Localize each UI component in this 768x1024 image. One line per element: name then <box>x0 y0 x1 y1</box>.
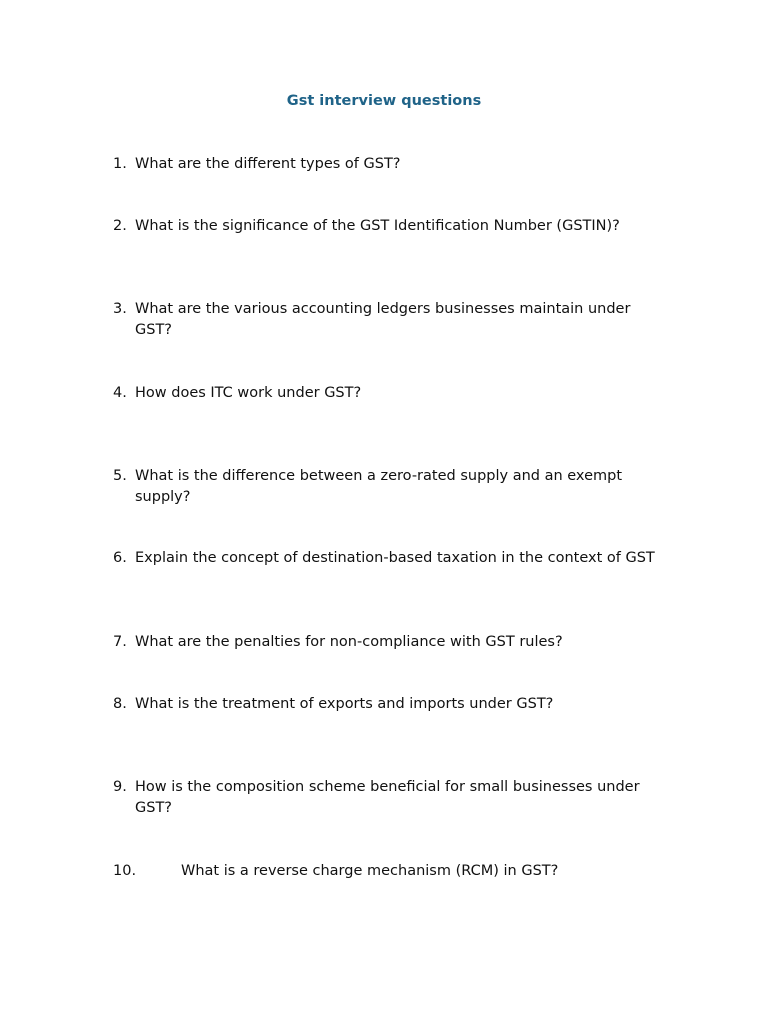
question-number: 7. <box>113 634 127 650</box>
question-number: 6. <box>113 550 127 566</box>
question-number: 1. <box>113 156 127 172</box>
question-item-9 <box>113 777 673 819</box>
question-number: 2. <box>113 218 127 234</box>
question-item-8 <box>113 694 683 715</box>
question-text: What is the treatment of exports and imports under GST? <box>135 696 554 712</box>
question-item-4 <box>113 383 683 404</box>
question-number: 9. <box>113 779 127 795</box>
question-item-1 <box>113 154 683 175</box>
question-item-7 <box>113 632 683 653</box>
question-item-3 <box>113 299 658 341</box>
document-title: Gst interview questions <box>286 93 482 109</box>
question-number: 10. <box>113 863 137 879</box>
question-number: 4. <box>113 385 127 401</box>
question-item-2 <box>113 216 683 237</box>
question-text: Explain the concept of destination-based taxation in the context of GST <box>135 550 655 566</box>
question-text: How is the composition scheme beneficial for small businesses under GST? <box>135 779 640 816</box>
question-item-10 <box>113 861 683 882</box>
question-text: What is a reverse charge mechanism (RCM) in GST? <box>181 863 559 879</box>
question-number: 3. <box>113 301 127 317</box>
question-text: What are the penalties for non-compliance with GST rules? <box>135 634 563 650</box>
question-item-5 <box>113 466 658 508</box>
question-item-6 <box>113 548 683 569</box>
question-text: What is the difference between a zero-rated supply and an exempt supply? <box>135 468 623 505</box>
question-text: How does ITC work under GST? <box>135 385 362 401</box>
question-number: 8. <box>113 696 127 712</box>
question-text: What is the significance of the GST Identification Number (GSTIN)? <box>135 218 620 234</box>
question-number: 5. <box>113 468 127 484</box>
question-text: What are the various accounting ledgers businesses maintain under GST? <box>135 301 631 338</box>
question-text: What are the different types of GST? <box>135 156 401 172</box>
